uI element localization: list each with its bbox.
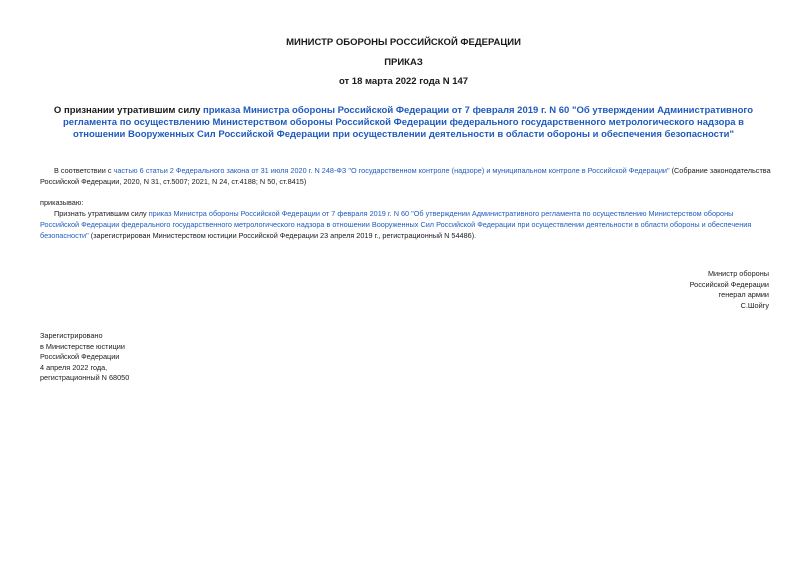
preamble-prefix: В соответствии с (54, 166, 114, 175)
authority-title: МИНИСТР ОБОРОНЫ РОССИЙСКОЙ ФЕДЕРАЦИИ (286, 37, 521, 48)
registration-block (40, 331, 260, 384)
document-date-number: от 18 марта 2022 года N 147 (338, 76, 469, 87)
registration-number: регистрационный N 68050 (40, 373, 130, 383)
document-type: ПРИКАЗ (384, 57, 423, 68)
signature-line: Российской Федерации (689, 279, 769, 289)
order-word: приказываю: (40, 198, 84, 207)
clause-paragraph (40, 209, 771, 241)
document-heading (40, 105, 767, 141)
clause-suffix: (зарегистрирован Министерством юстиции Российской Федерации 23 апреля 2019 г., регистрационный N 54486). (88, 230, 477, 240)
registration-date: 4 апреля 2022 года, (40, 362, 108, 372)
registration-line: Российской Федерации (40, 352, 120, 362)
heading-link-order-60[interactable]: приказа Министра обороны Российской Федерации от 7 февраля 2019 г. N 60 "Об утверждении Административного регламента по осуществлению Министерством обороны Российской Федерации федерального государственного метрологического надзора в отношении Вооруженных Сил Российской Федерации при осуществлении деятельности в области обороны и обеспечения безопасности" (62, 105, 754, 140)
preamble-suffix: (Собрание законодательства Российской Федерации, 2020, N 31, ст.5007; 2021, N 24, ст.4188; N 50, ст.8415) (40, 166, 771, 186)
registration-line: в Министерстве юстиции (40, 341, 125, 351)
signature-block (569, 269, 769, 311)
heading-prefix: О признании утратившим силу (53, 105, 203, 116)
signature-line: Министр обороны (707, 269, 769, 278)
registration-line: Зарегистрировано (40, 331, 103, 340)
preamble-link-law-248[interactable]: частью 6 статьи 2 Федерального закона от 31 июля 2020 г. N 248-ФЗ "О государственном контроле (надзоре) и муниципальном контроле в Российской Федерации" (113, 166, 670, 175)
signature-name: С.Шойгу (740, 300, 769, 310)
clause-link-order-60[interactable]: приказ Министра обороны Российской Федерации от 7 февраля 2019 г. N 60 "Об утверждении Административного регламента по осуществлению Министерством обороны Российской Федерации федерального государственного метрологического надзора в отношении Вооруженных Сил Российской Федерации при осуществлении деятельности в области обороны и обеспечения безопасности" (40, 209, 752, 240)
signature-line: генерал армии (718, 290, 769, 299)
preamble-paragraph (40, 166, 771, 188)
clause-prefix: Признать утратившим силу (54, 209, 149, 218)
